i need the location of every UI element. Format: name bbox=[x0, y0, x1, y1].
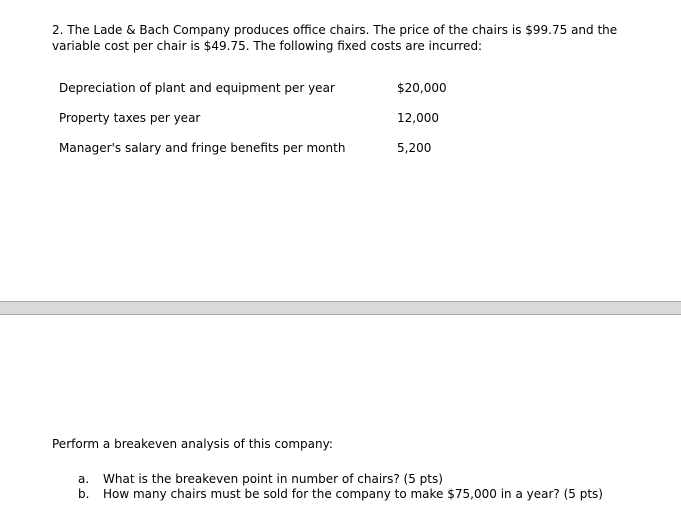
sub-question-text: How many chairs must be sold for the company to make $75,000 in a year? (5 pts) bbox=[103, 487, 603, 501]
question-line-1: 2. The Lade & Bach Company produces office chairs. The price of the chairs is $99.75 and the bbox=[52, 23, 618, 37]
cost-label: Property taxes per year bbox=[59, 111, 201, 125]
cost-value: 5,200 bbox=[397, 141, 432, 155]
fixed-cost-row bbox=[59, 81, 479, 97]
list-marker: b. bbox=[78, 487, 90, 501]
sub-question-text: What is the breakeven point in number of chairs? (5 pts) bbox=[103, 472, 443, 486]
cost-label: Depreciation of plant and equipment per year bbox=[59, 81, 335, 95]
prompt-text: Perform a breakeven analysis of this company: bbox=[52, 437, 333, 451]
question-line-2: variable cost per chair is $49.75. The following fixed costs are incurred: bbox=[52, 39, 483, 53]
cost-label: Manager's salary and fringe benefits per month bbox=[59, 141, 346, 155]
fixed-cost-row bbox=[59, 111, 479, 127]
question-text bbox=[52, 22, 617, 54]
cost-value: $20,000 bbox=[397, 81, 447, 95]
fixed-cost-row bbox=[59, 141, 479, 157]
cost-value: 12,000 bbox=[397, 111, 439, 125]
page-separator bbox=[0, 301, 681, 315]
list-marker: a. bbox=[78, 472, 90, 486]
